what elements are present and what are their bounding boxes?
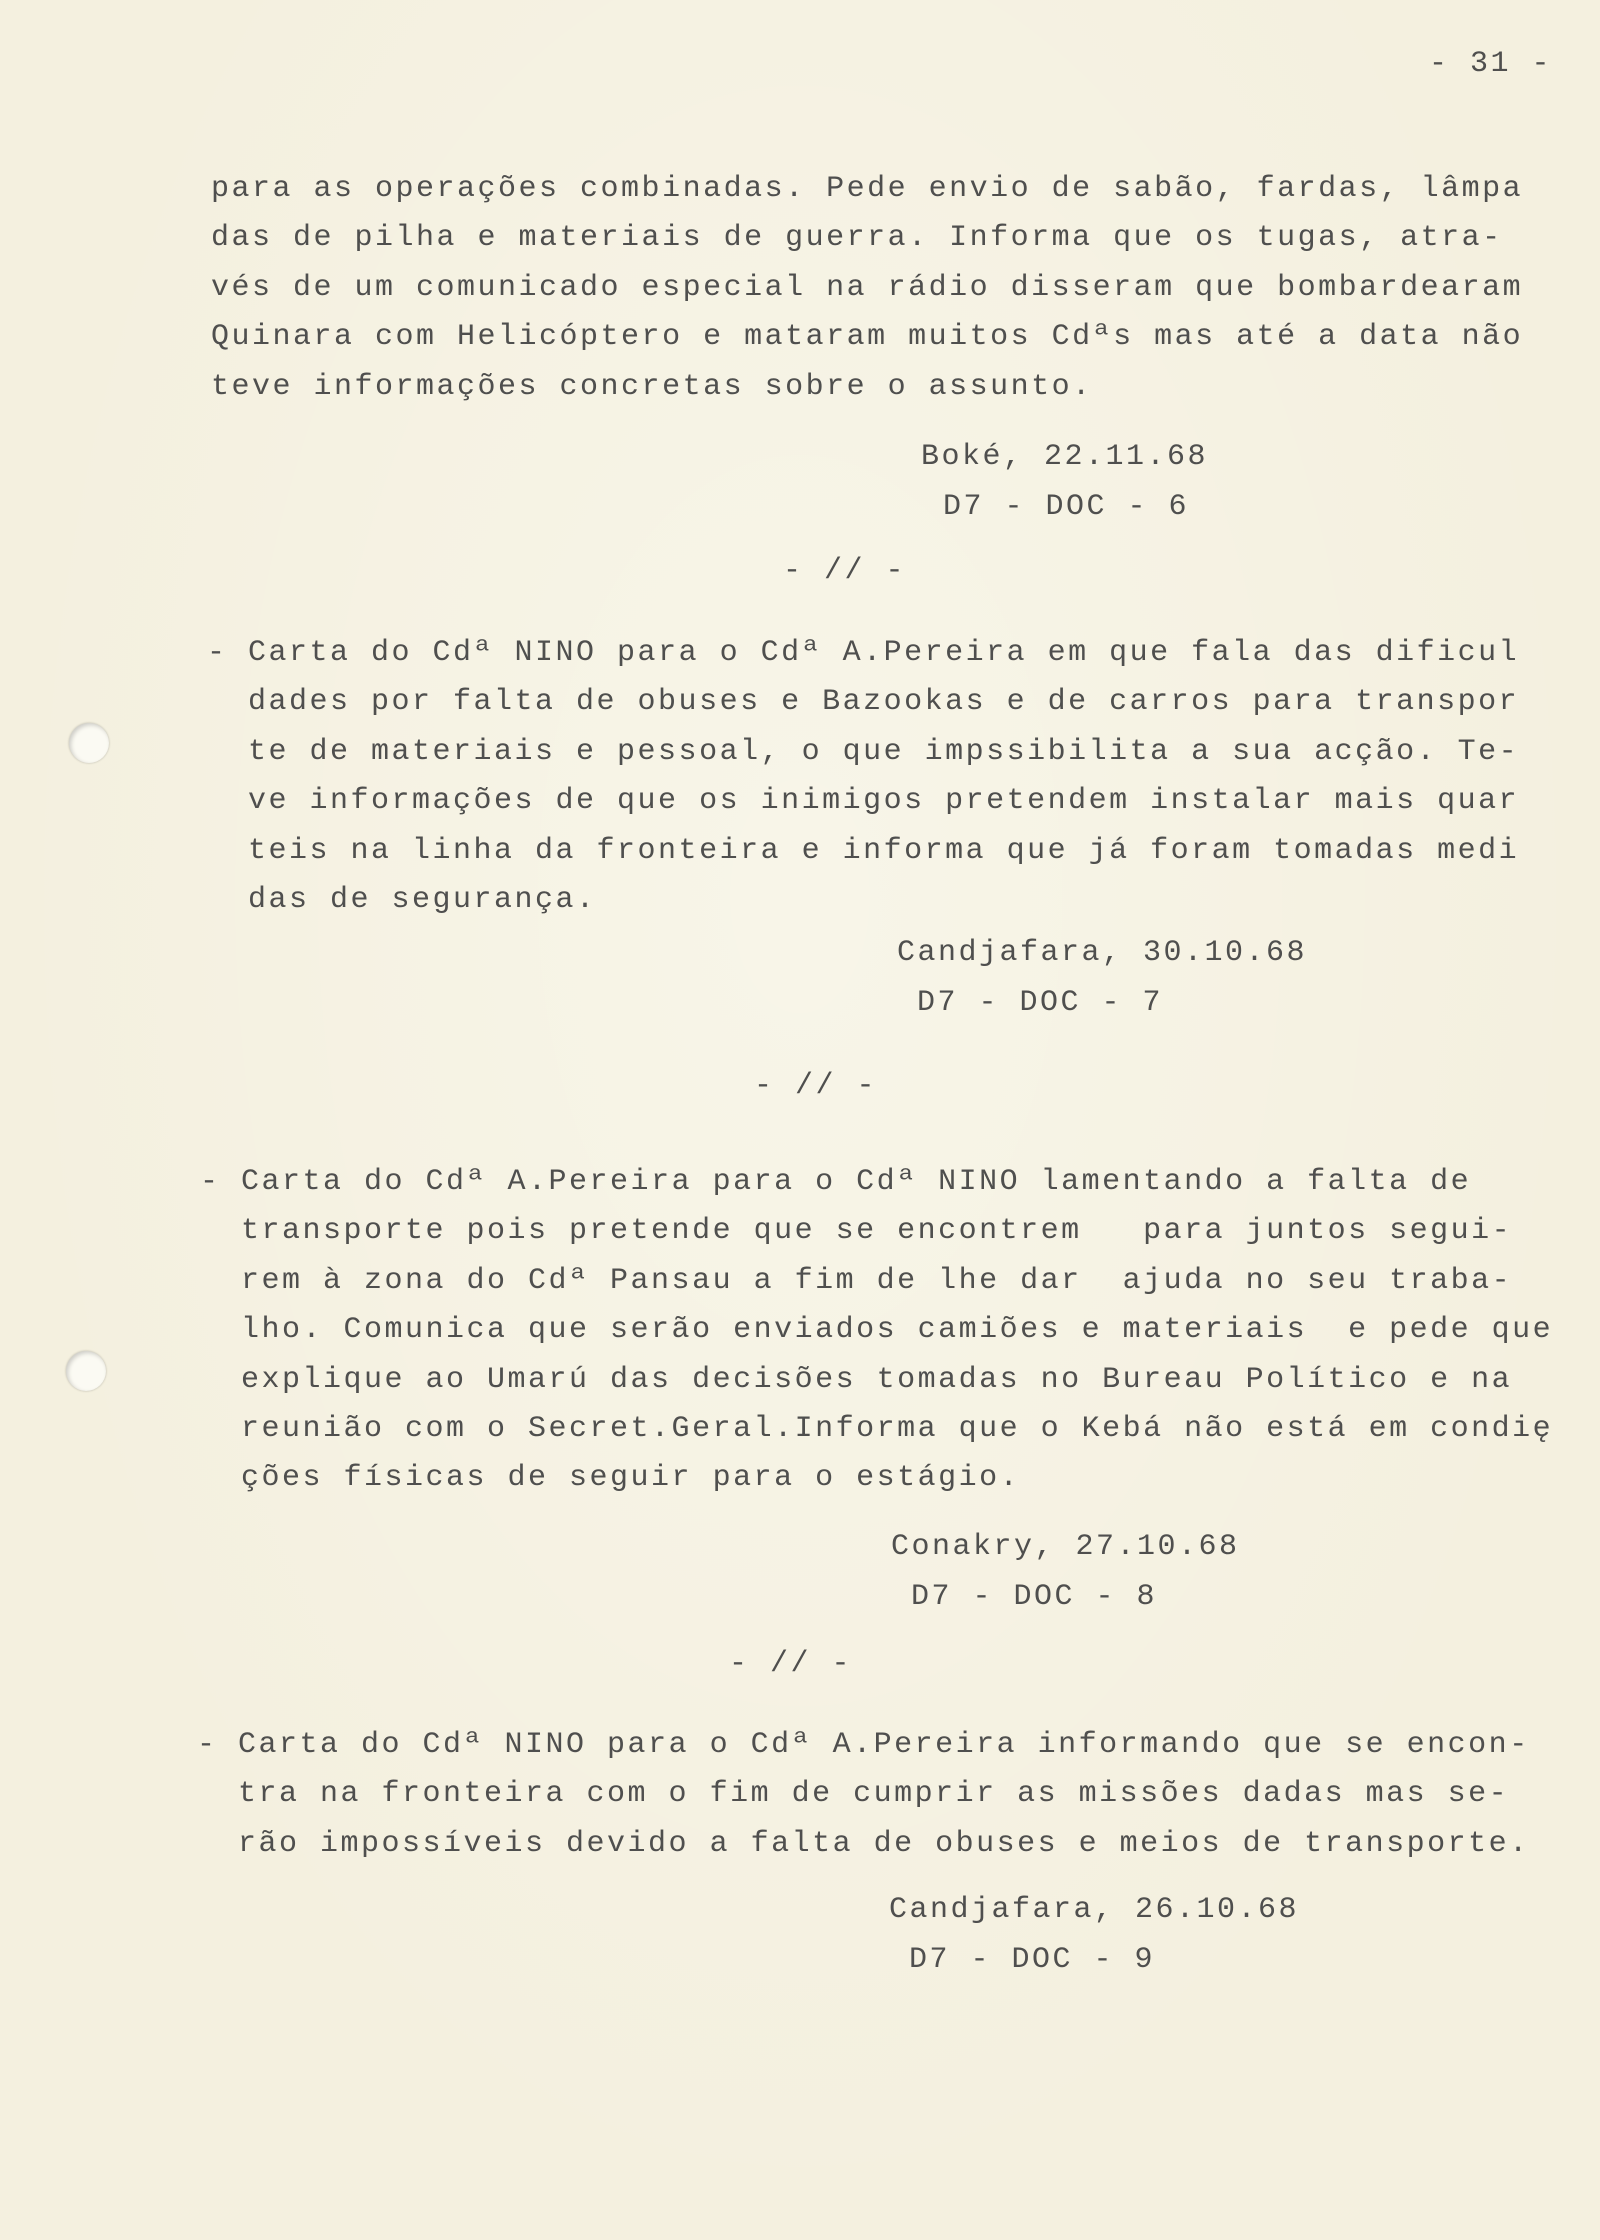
text-line: das de pilha e materiais de guerra. Informa que os tugas, atra- xyxy=(211,221,1503,256)
text-line: lho. Comunica que serão enviados camiões e materiais e pede que xyxy=(241,1313,1554,1348)
punch-hole xyxy=(69,723,109,763)
signature-place-date: Candjafara, 26.10.68 xyxy=(889,1893,1300,1927)
text-line: ve informações de que os inimigos pretendem instalar mais quar xyxy=(248,784,1520,819)
text-line: vés de um comunicado especial na rádio disseram que bombardearam xyxy=(211,270,1524,305)
text-line: teis na linha da fronteira e informa que já foram tomadas medi xyxy=(248,833,1520,868)
document-reference: D7 - DOC - 7 xyxy=(917,986,1164,1020)
signature-place-date: Boké, 22.11.68 xyxy=(921,440,1209,474)
text-line: rão impossíveis devido a falta de obuses e meios de transporte. xyxy=(238,1826,1530,1861)
document-reference: D7 - DOC - 9 xyxy=(909,1943,1156,1977)
text-line: te de materiais e pessoal, o que impssibilita a sua acção. Te- xyxy=(248,734,1520,769)
section-separator: - // - xyxy=(729,1647,853,1681)
text-line: transporte pois pretende que se encontrem para juntos segui- xyxy=(241,1214,1513,1249)
text-line: tra na fronteira com o fim de cumprir as missões dadas mas se- xyxy=(238,1777,1510,1812)
signature-place-date: Conakry, 27.10.68 xyxy=(891,1530,1240,1564)
text-line: das de segurança. xyxy=(248,882,597,917)
document-entry xyxy=(200,1158,1554,1504)
text-line: ções físicas de seguir para o estágio. xyxy=(241,1461,1021,1496)
document-entry xyxy=(197,1721,1530,1869)
text-line: dades por falta de obuses e Bazookas e de carros para transpor xyxy=(248,685,1520,720)
document-reference: D7 - DOC - 6 xyxy=(943,490,1190,524)
text-line: teve informações concretas sobre o assunto. xyxy=(211,369,1093,404)
text-line: - Carta do Cdª A.Pereira para o Cdª NINO lamentando a falta de xyxy=(200,1165,1472,1199)
text-line: rem à zona do Cdª Pansau a fim de lhe dar ajuda no seu traba- xyxy=(241,1263,1513,1298)
document-reference: D7 - DOC - 8 xyxy=(911,1580,1158,1614)
text-line: - Carta do Cdª NINO para o Cdª A.Pereira em que fala das dificul xyxy=(207,636,1520,670)
text-line: - Carta do Cdª NINO para o Cdª A.Pereira informando que se encon- xyxy=(197,1728,1530,1762)
continuation-paragraph xyxy=(211,165,1523,412)
text-line: explique ao Umarú das decisões tomadas no Bureau Político e na xyxy=(241,1362,1513,1397)
signature-place-date: Candjafara, 30.10.68 xyxy=(897,936,1308,970)
document-entry xyxy=(207,629,1520,925)
text-line: para as operações combinadas. Pede envio de sabão, fardas, lâmpa xyxy=(211,172,1524,206)
text-line: Quinara com Helicóptero e mataram muitos Cdªs mas até a data não xyxy=(211,320,1524,355)
text-line: reunião com o Secret.Geral.Informa que o Kebá não está em condię xyxy=(241,1411,1554,1446)
section-separator: - // - xyxy=(783,554,907,588)
punch-hole xyxy=(66,1351,106,1391)
page-number: - 31 - xyxy=(1429,47,1553,81)
section-separator: - // - xyxy=(754,1069,878,1103)
